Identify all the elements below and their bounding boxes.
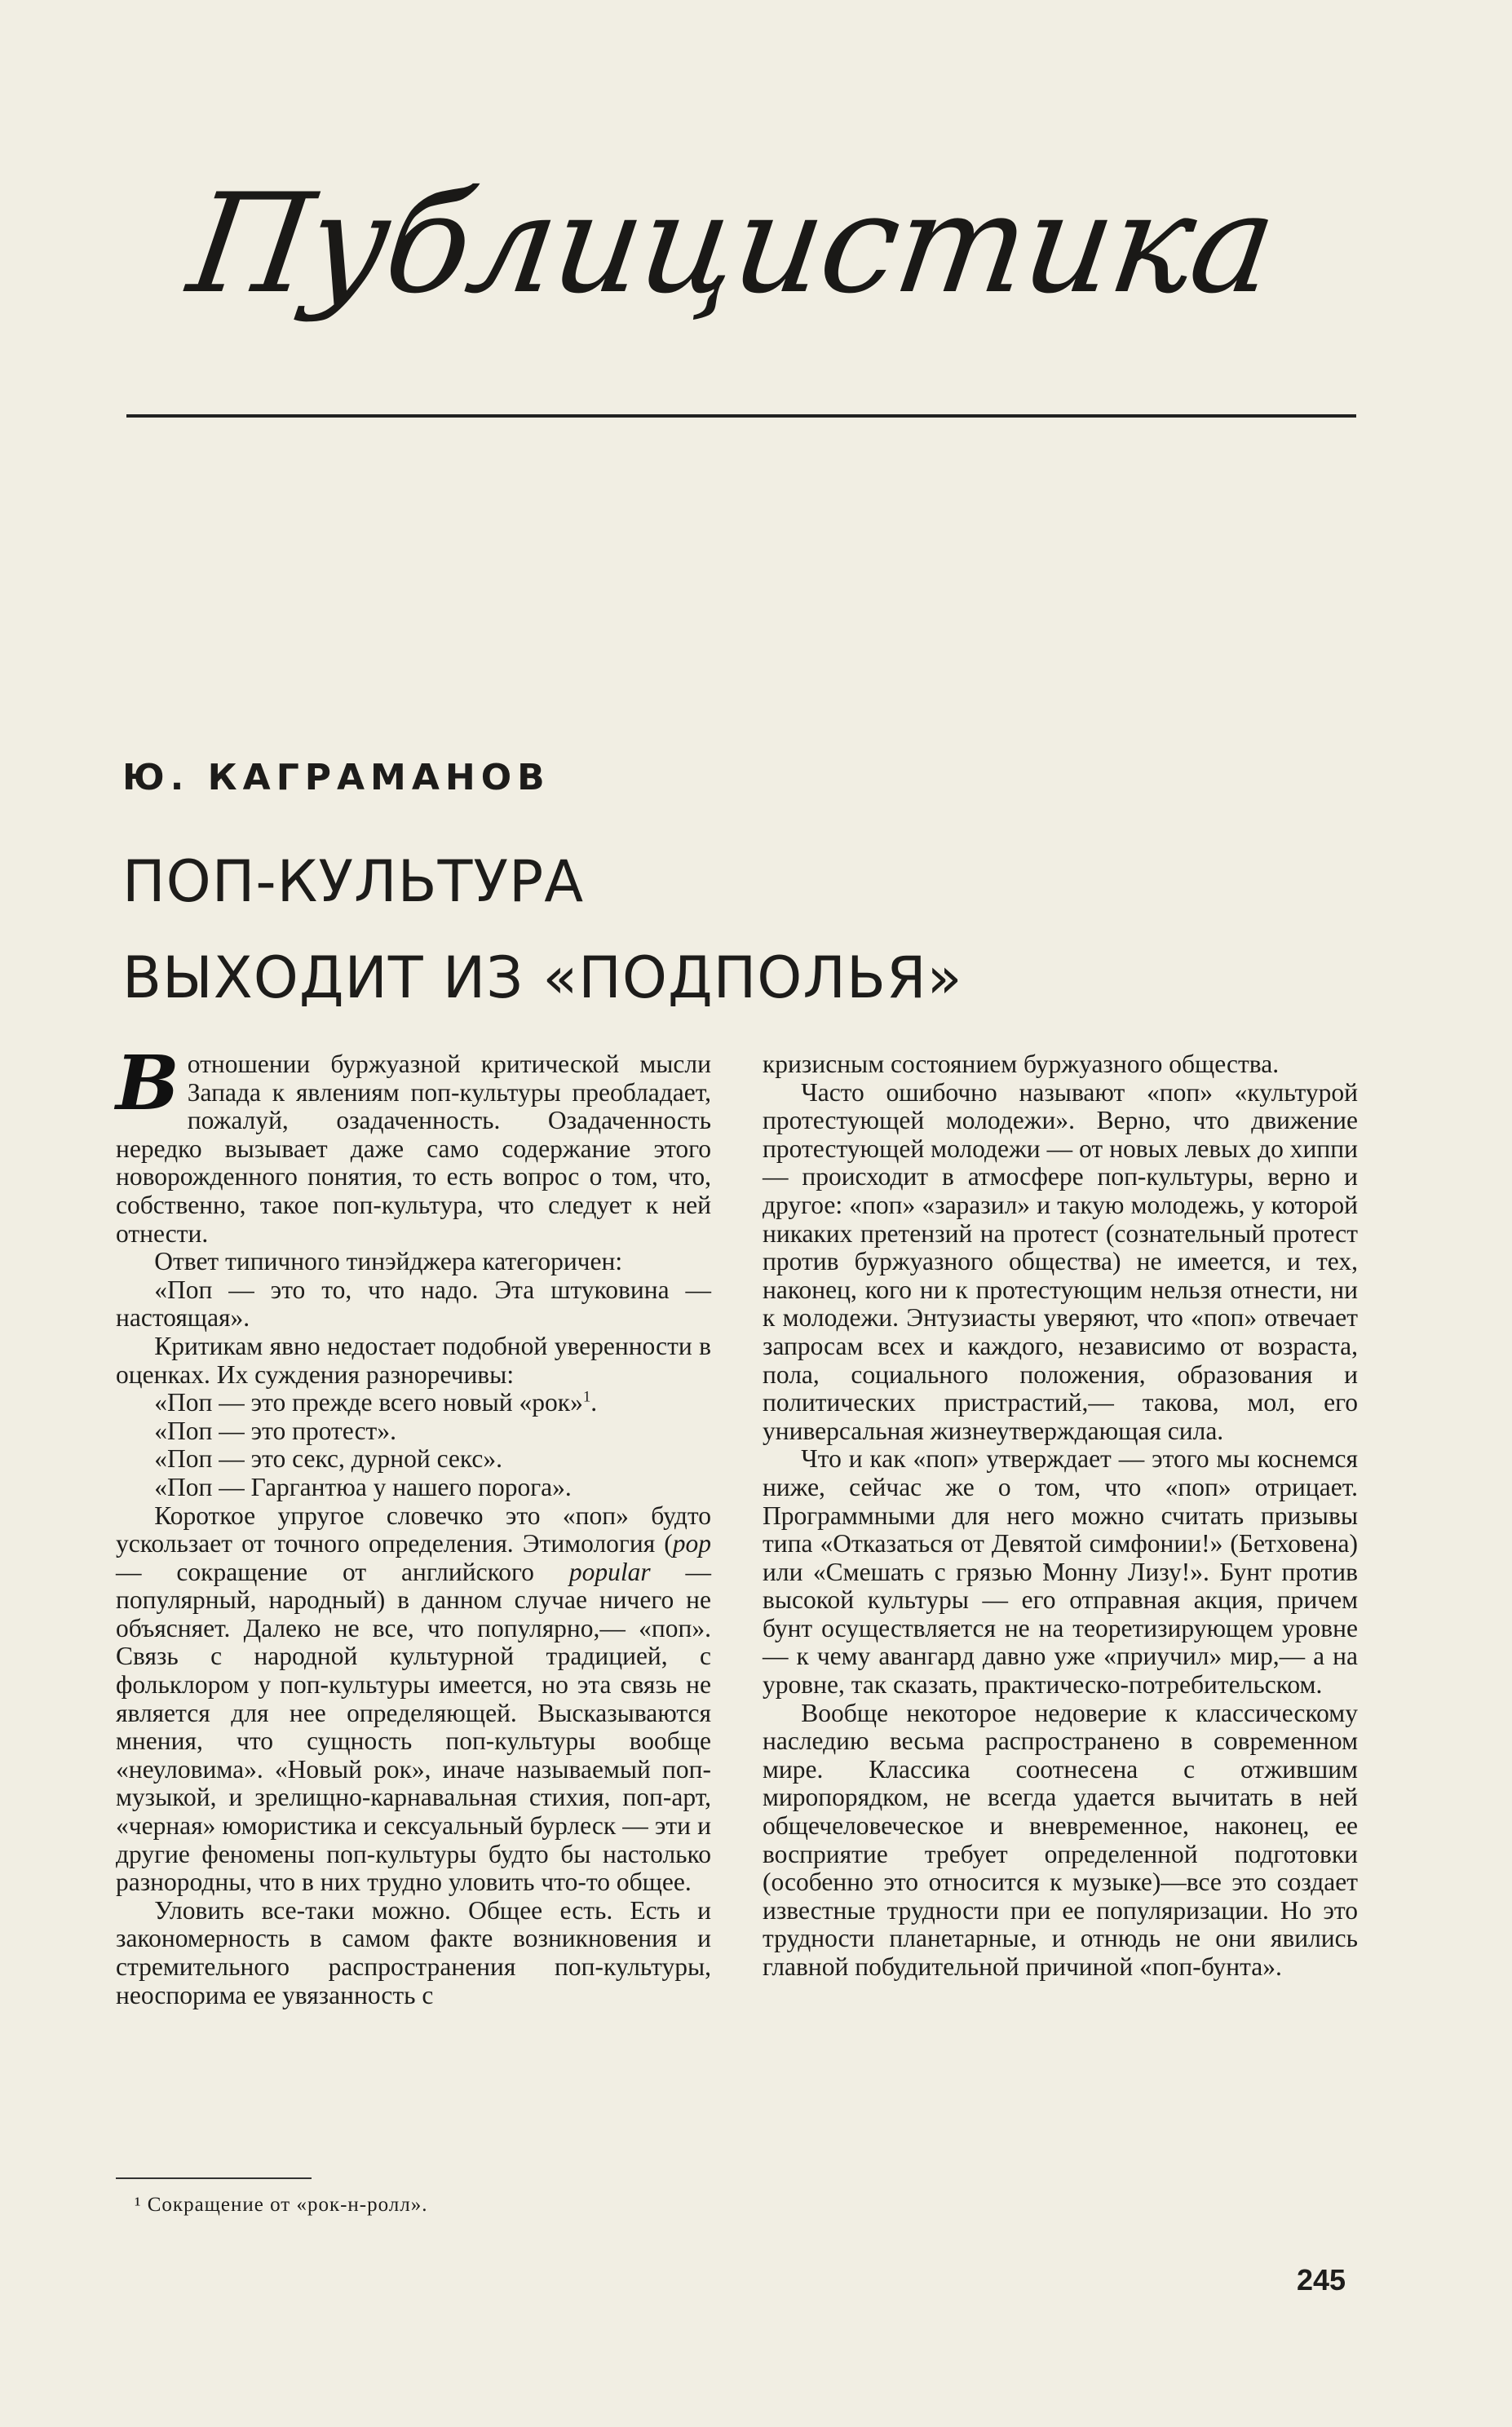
term: pop xyxy=(672,1529,711,1558)
paragraph: Что и как «поп» утверждает — этого мы коснемся ниже, сейчас же о том, что «поп» отрицает. Программными для него можно считать призывы типа «Отказаться от Девятой симфонии!» (Бетховена) или «Смешать с грязью Монну Лизу!». Бунт против высокой культуры — его отправная акция, причем бунт осуществляется не на теоретизирующем уровне — к чему авангард давно уже «приучил» мир,— а на уровне, так сказать, практическо-потребительском. xyxy=(763,1444,1358,1700)
paragraph xyxy=(116,1389,711,1417)
article-title xyxy=(122,833,963,1026)
footnote-rule xyxy=(116,2177,312,2179)
left-column xyxy=(116,1039,711,2009)
paragraph xyxy=(116,1039,711,1248)
paragraph xyxy=(116,1502,711,1897)
paragraph: «Поп — Гаргантюа у нашего порога». xyxy=(154,1472,572,1501)
article-title-line-1: ПОП-КУЛЬТУРА xyxy=(122,848,585,915)
paragraph: «Поп — это протест». xyxy=(154,1416,396,1445)
section-title-rule xyxy=(126,414,1356,418)
footnote-marker: 1 xyxy=(582,1388,591,1406)
paragraph: Ответ типичного тинэйджера категоричен: xyxy=(154,1247,623,1276)
section-title: Публицистика xyxy=(180,164,1284,324)
paragraph: Критикам явно недостает подобной уверенности в оценках. Их суждения разноречивы: xyxy=(116,1331,711,1389)
drop-cap: В xyxy=(116,1039,179,1127)
right-column xyxy=(763,1050,1358,1982)
paragraph-text: Короткое упругое словечко это «поп» будто ускользает от точного определения. Этимология ( xyxy=(116,1501,711,1558)
term: popular xyxy=(568,1557,651,1586)
article-author: Ю. КАГРАМАНОВ xyxy=(122,757,550,798)
paragraph-text: — популярный, народный) в данном случае ничего не объясняет. Далеко не все, что популярно,— «поп». Связь с народной культурной традицией, с фольклором у поп-культуры имеется, но эта связь не является для нее определяющей. Высказываются мнения, что сущность поп-культуры вообще «неуловима». «Новый рок», иначе называемый поп-музыкой, и зрелищно-карнавальная стихия, поп-арт, «черная» юмористика и сексуальный бурлеск — эти и другие феномены поп-культуры будто бы настолько разнородны, что в них трудно уловить что-то общее. xyxy=(116,1557,711,1897)
page-number: 245 xyxy=(1297,2263,1346,2297)
paragraph: Вообще некоторое недоверие к классическому наследию весьма распространено в современном мире. Классика соотнесена с отжившим миропорядком, не всегда удается вычитать в ней общечеловеческое и вневременное, наконец, ее восприятие требует определенной подготовки (особенно это относится к музыке)—все это создает известные трудности при ее популяризации. Но это трудности планетарные, и отнюдь не они явились главной побудительной причиной «поп-бунта». xyxy=(763,1698,1358,1981)
paragraph: Уловить все-таки можно. Общее есть. Есть и закономерность в самом факте возникновения и стремительного распространения поп-культуры, неоспорима ее увязанность с xyxy=(116,1895,711,2009)
footnote: ¹ Сокращение от «рок-н-ролл». xyxy=(135,2194,428,2216)
article-title-line-2: ВЫХОДИТ ИЗ «ПОДПОЛЬЯ» xyxy=(122,944,963,1011)
paragraph: «Поп — это секс, дурной секс». xyxy=(154,1444,503,1474)
paragraph: Часто ошибочно называют «поп» «культурой протестующей молодежи». Верно, что движение протестующей молодежи — от новых левых до хиппи — происходит в атмосфере поп-культуры, верно и другое: «поп» «заразил» и такую молодежь, у которой никаких претензий на протест (сознательный протест против буржуазного общества) не имеется, и тех, наконец, кого ни к протестующим нельзя отнести, ни к молодежи. Энтузиасты уверяют, что «поп» отвечает запросам всех и каждого, независимо от возраста, пола, социального положения, образования и политических пристрастий,— такова, мол, его универсальная жизнеутверждающая сила. xyxy=(763,1077,1358,1445)
paragraph-text: отношении буржуазной критической мысли Запада к явлениям поп-культуры преобладает, пожалуй, озадаченность. Озадаченность нередко вызывает даже само содержание этого новорожденного понятия, то есть вопрос о том, что, собственно, такое поп-культура, что следует к ней отнести. xyxy=(116,1050,711,1248)
paragraph: «Поп — это то, что надо. Эта штуковина — настоящая». xyxy=(116,1275,711,1333)
paragraph: кризисным состоянием буржуазного общества. xyxy=(763,1050,1280,1078)
paragraph-text: «Поп — это прежде всего новый «рок» xyxy=(154,1388,583,1417)
paragraph-text: — сокращение от английского xyxy=(116,1557,569,1586)
paragraph-text: . xyxy=(590,1388,598,1417)
